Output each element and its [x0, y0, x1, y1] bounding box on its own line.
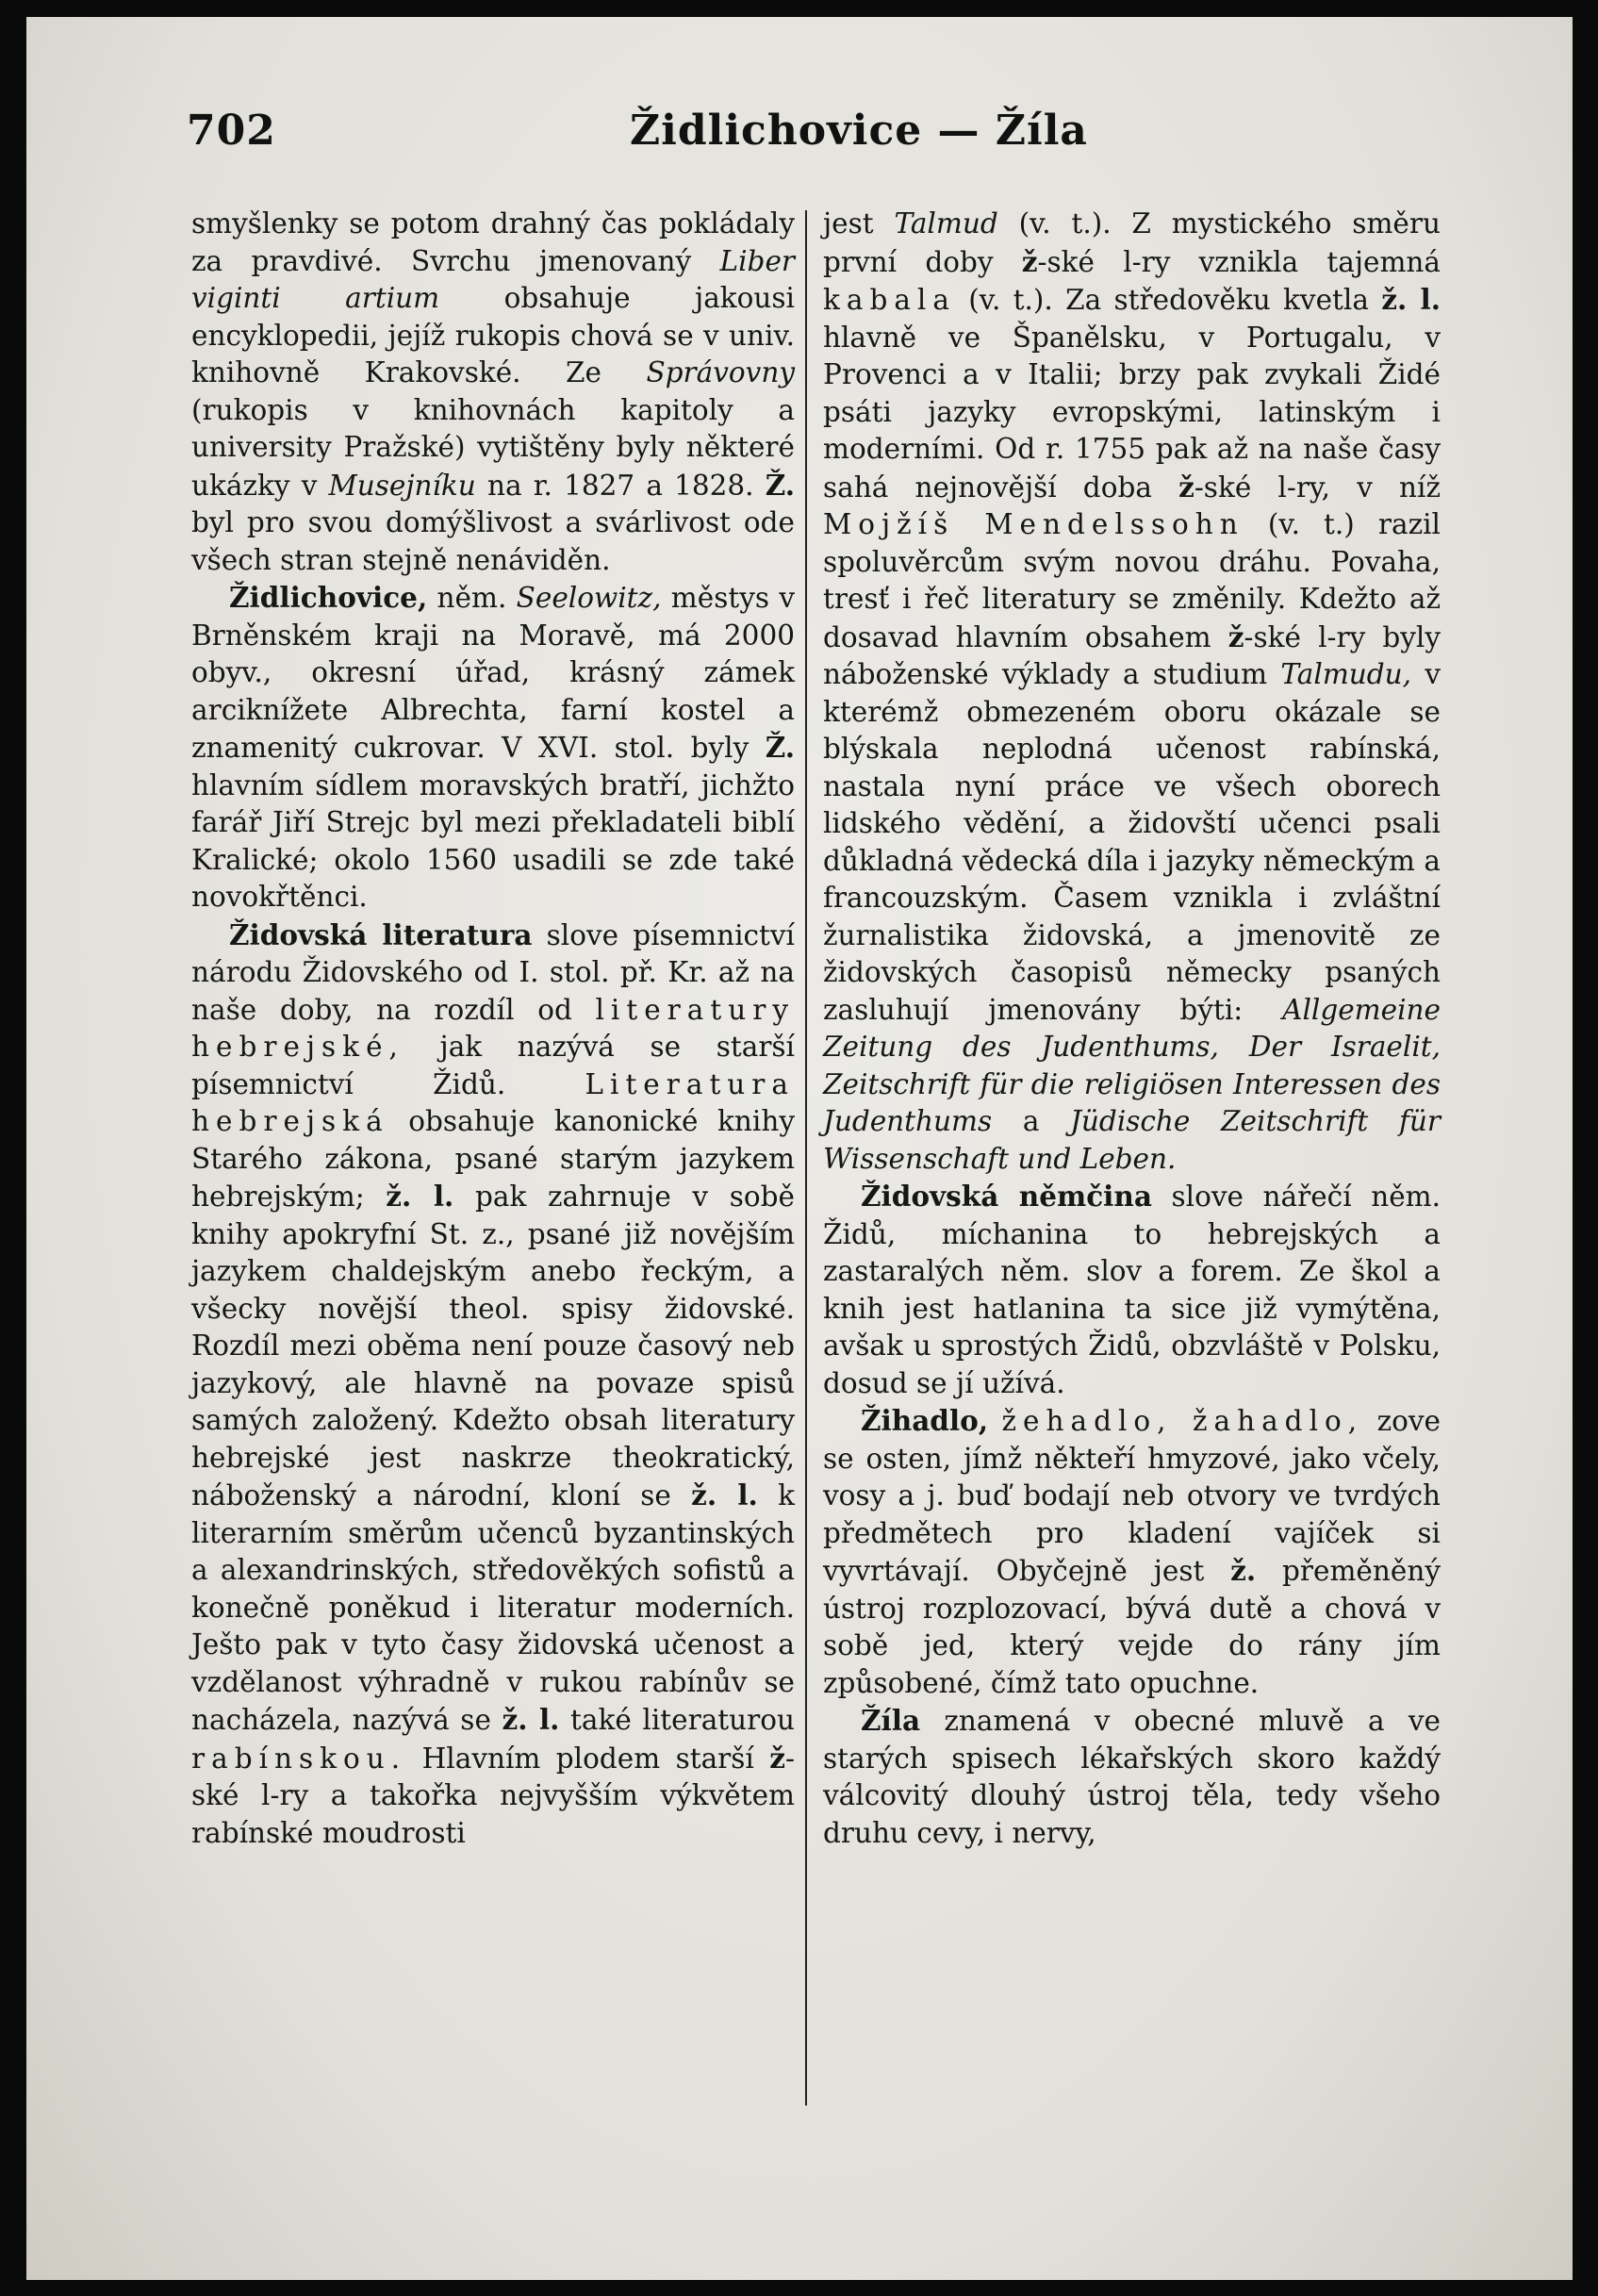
- right-column: [823, 206, 1441, 1852]
- text: -ské l-ry a takořka nejvyšším výkvětem rabínské moudrosti: [191, 1742, 795, 1849]
- entry-zidovska-nemcina: [823, 1178, 1441, 1402]
- text: městys v Brněnském kraji na Moravě, má 2000 obyv., okresní úřad, krásný zámek arciknížete Albrechta, farní kostel a znamenitý cukrovar. V XVI. stol. byly: [191, 582, 795, 764]
- bold-abbrev: ž: [1227, 619, 1244, 653]
- spaced-term: Mojžíš Mendelssohn: [823, 508, 1244, 540]
- text: také literaturou: [559, 1704, 795, 1736]
- italic-title: Jüdische Zeitschrift für Wissenschaft und Leben.: [823, 1105, 1441, 1175]
- text: (v. t.). Z mystického směru první doby: [823, 207, 1441, 278]
- entry-continuation: [823, 206, 1441, 1178]
- text: slove písemnictví národu Židovského od I. stol. př. Kr. až na naše doby, na rozdíl od: [191, 918, 795, 1026]
- text: -ské l-ry vznikla tajemná: [1037, 245, 1441, 278]
- text: obsahuje kanonické knihy Starého zákona, psané starým jazykem hebrejským;: [191, 1105, 795, 1213]
- entry-zidlichovice: [191, 579, 795, 917]
- entry-zila: [823, 1702, 1441, 1852]
- italic-title: Musejníku: [328, 469, 476, 502]
- text: (v. t.). Za středověku kvetla: [955, 284, 1382, 316]
- entry-zihadlo: [823, 1402, 1441, 1702]
- italic-title: Talmud: [894, 207, 998, 240]
- bold-abbrev: ž. l.: [1381, 283, 1441, 316]
- text: hlavním sídlem moravských bratří, jichžto farář Jiří Strejc byl mezi překladateli biblí Kralické; okolo 1560 usadili se zde také novokřtěnci.: [191, 768, 795, 913]
- spaced-term: kabala: [823, 284, 956, 316]
- book-page: [26, 17, 1573, 2280]
- text: znamená v obecné mluvě a ve starých spisech lékařských skoro každý válcovitý dlouhý ústroj těla, tedy všeho druhu cevy, i nervy,: [823, 1705, 1441, 1849]
- text: něm.: [427, 582, 517, 614]
- text: v kterémž obmezeném oboru okázale se blýskala neplodná učenost rabínská, nastala nyní práce ve všech oborech lidského vědění, a židovští učenci psali důkladná vědecká díla i jazyky německým a francouzským. Časem vznikla i zvláštní žurnalistika židovská, a jmenovitě ze židovských časopisů německy psaných zasluhují jmenovány býti:: [823, 658, 1441, 1026]
- page-header: [187, 107, 1450, 173]
- spaced-term: žehadlo, žahadlo,: [1001, 1405, 1364, 1437]
- bold-abbrev: ž. l.: [502, 1703, 560, 1736]
- text: jest: [823, 207, 895, 240]
- entry-headword: Židlichovice,: [229, 581, 428, 614]
- text: a: [992, 1105, 1071, 1137]
- bold-abbrev: ž.: [1230, 1554, 1257, 1587]
- text: zove se osten, jímž někteří hmyzové, jako včely, vosy a j. buď bodají neb otvory ve tvrdých předmětech pro kladení vajíček si vyvrtávají. Obyčejně jest: [823, 1405, 1441, 1587]
- left-column: [191, 206, 795, 1852]
- text: přeměněný ústroj rozplozovací, bývá dutě a chová v sobě jed, který vejde do rány jím způsobené, čímž tato opuchne.: [823, 1555, 1441, 1699]
- text: [988, 1405, 1001, 1437]
- text: hlavně ve Španělsku, v Portugalu, v Provenci a v Italii; brzy pak zvykali Židé psáti jazyky evropskými, latinským i moderními. Od r. 1755 pak až na naše časy sahá nejnovější doba: [823, 321, 1441, 504]
- italic-title: Talmudu,: [1280, 658, 1412, 690]
- text: Hlavním plodem starší: [406, 1742, 770, 1775]
- italic-title: Allgemeine Zeitung des Judenthums, Der Israelit, Zeitschrift für die religiösen Interessen des Judenthums: [823, 993, 1441, 1137]
- bold-abbrev: ž: [1178, 470, 1194, 504]
- entry-headword: Židovská němčina: [861, 1180, 1152, 1213]
- text: -ské l-ry byly náboženské výklady a studium: [823, 620, 1441, 690]
- text: byl pro svou domýšlivost a svárlivost ode všech stran stejně nenáviděn.: [191, 506, 795, 576]
- text: pak zahrnuje v sobě knihy apokryfní St. z., psané již novějším jazykem chaldejským anebo řeckým, a všecky novější theol. spisy židovské. Rozdíl mezi oběma není pouze časový neb jazykový, ale hlavně na povaze spisů samých založený. Kdežto obsah literatury hebrejské jest naskrze theokratický, náboženský a národní, kloní se: [191, 1181, 795, 1511]
- entry-continuation: [191, 206, 795, 579]
- bold-abbrev: Ž.: [765, 731, 795, 764]
- column-divider: [805, 210, 807, 2106]
- italic-title: Správovny: [646, 356, 795, 388]
- page-number: 702: [187, 107, 276, 155]
- bold-abbrev: ž: [1021, 244, 1038, 278]
- text: -ské l-ry, v níž: [1194, 471, 1441, 504]
- entry-headword: Židovská literatura: [229, 917, 533, 951]
- text: jak nazývá se starší písemnictví Židů.: [191, 1031, 795, 1100]
- italic-title: Liber viginti artium: [191, 244, 795, 314]
- entry-headword: Žihadlo,: [861, 1404, 989, 1437]
- spaced-term: rabínskou.: [191, 1742, 407, 1775]
- italic-term: Seelowitz,: [516, 582, 662, 614]
- entry-headword: Žíla: [861, 1704, 921, 1737]
- text: k literarním směrům učenců byzantinských a alexandrinských, středověkých sofistů a konečně poněkud i literatur moderních. Ješto pak v tyto časy židovská učenost a vzdělanost výhradně v rukou rabínův se nacházela, nazývá se: [191, 1479, 795, 1736]
- entry-zidovska-literatura: [191, 917, 795, 1853]
- text: obsahuje jakousi encyklopedii, jejíž rukopis chová se v univ. knihovně Krakovské. Ze: [191, 282, 795, 388]
- text: smyšlenky se potom drahný čas pokládaly za pravdivé. Svrchu jmenovaný: [191, 207, 795, 277]
- text: slove nářečí něm. Židů, míchanina to hebrejských a zastaralých něm. slov a forem. Ze škol a knih jest hatlanina ta sice již vymýtěna, avšak u sprostých Židů, obzvláště v Polsku, dosud se jí užívá.: [823, 1181, 1441, 1399]
- spaced-term: Literatura hebrejská: [191, 1067, 795, 1137]
- bold-abbrev: ž. l.: [386, 1180, 454, 1213]
- bold-abbrev: ž. l.: [691, 1478, 758, 1511]
- text: na r. 1827 a 1828.: [475, 469, 766, 502]
- bold-abbrev: ž: [769, 1741, 786, 1775]
- running-head: Židlichovice — Žíla: [630, 107, 1088, 155]
- spaced-term: literatury hebrejské,: [191, 993, 795, 1063]
- text: (rukopis v knihovnách kapitoly a university Pražské) vytištěny byly některé ukázky v: [191, 393, 795, 502]
- text: (v. t.) razil spoluvěrcům svým novou dráhu. Povaha, tresť i řeč literatury se změnily. Kdežto až dosavad hlavním obsahem: [823, 508, 1441, 653]
- bold-abbrev: Ž.: [765, 468, 795, 502]
